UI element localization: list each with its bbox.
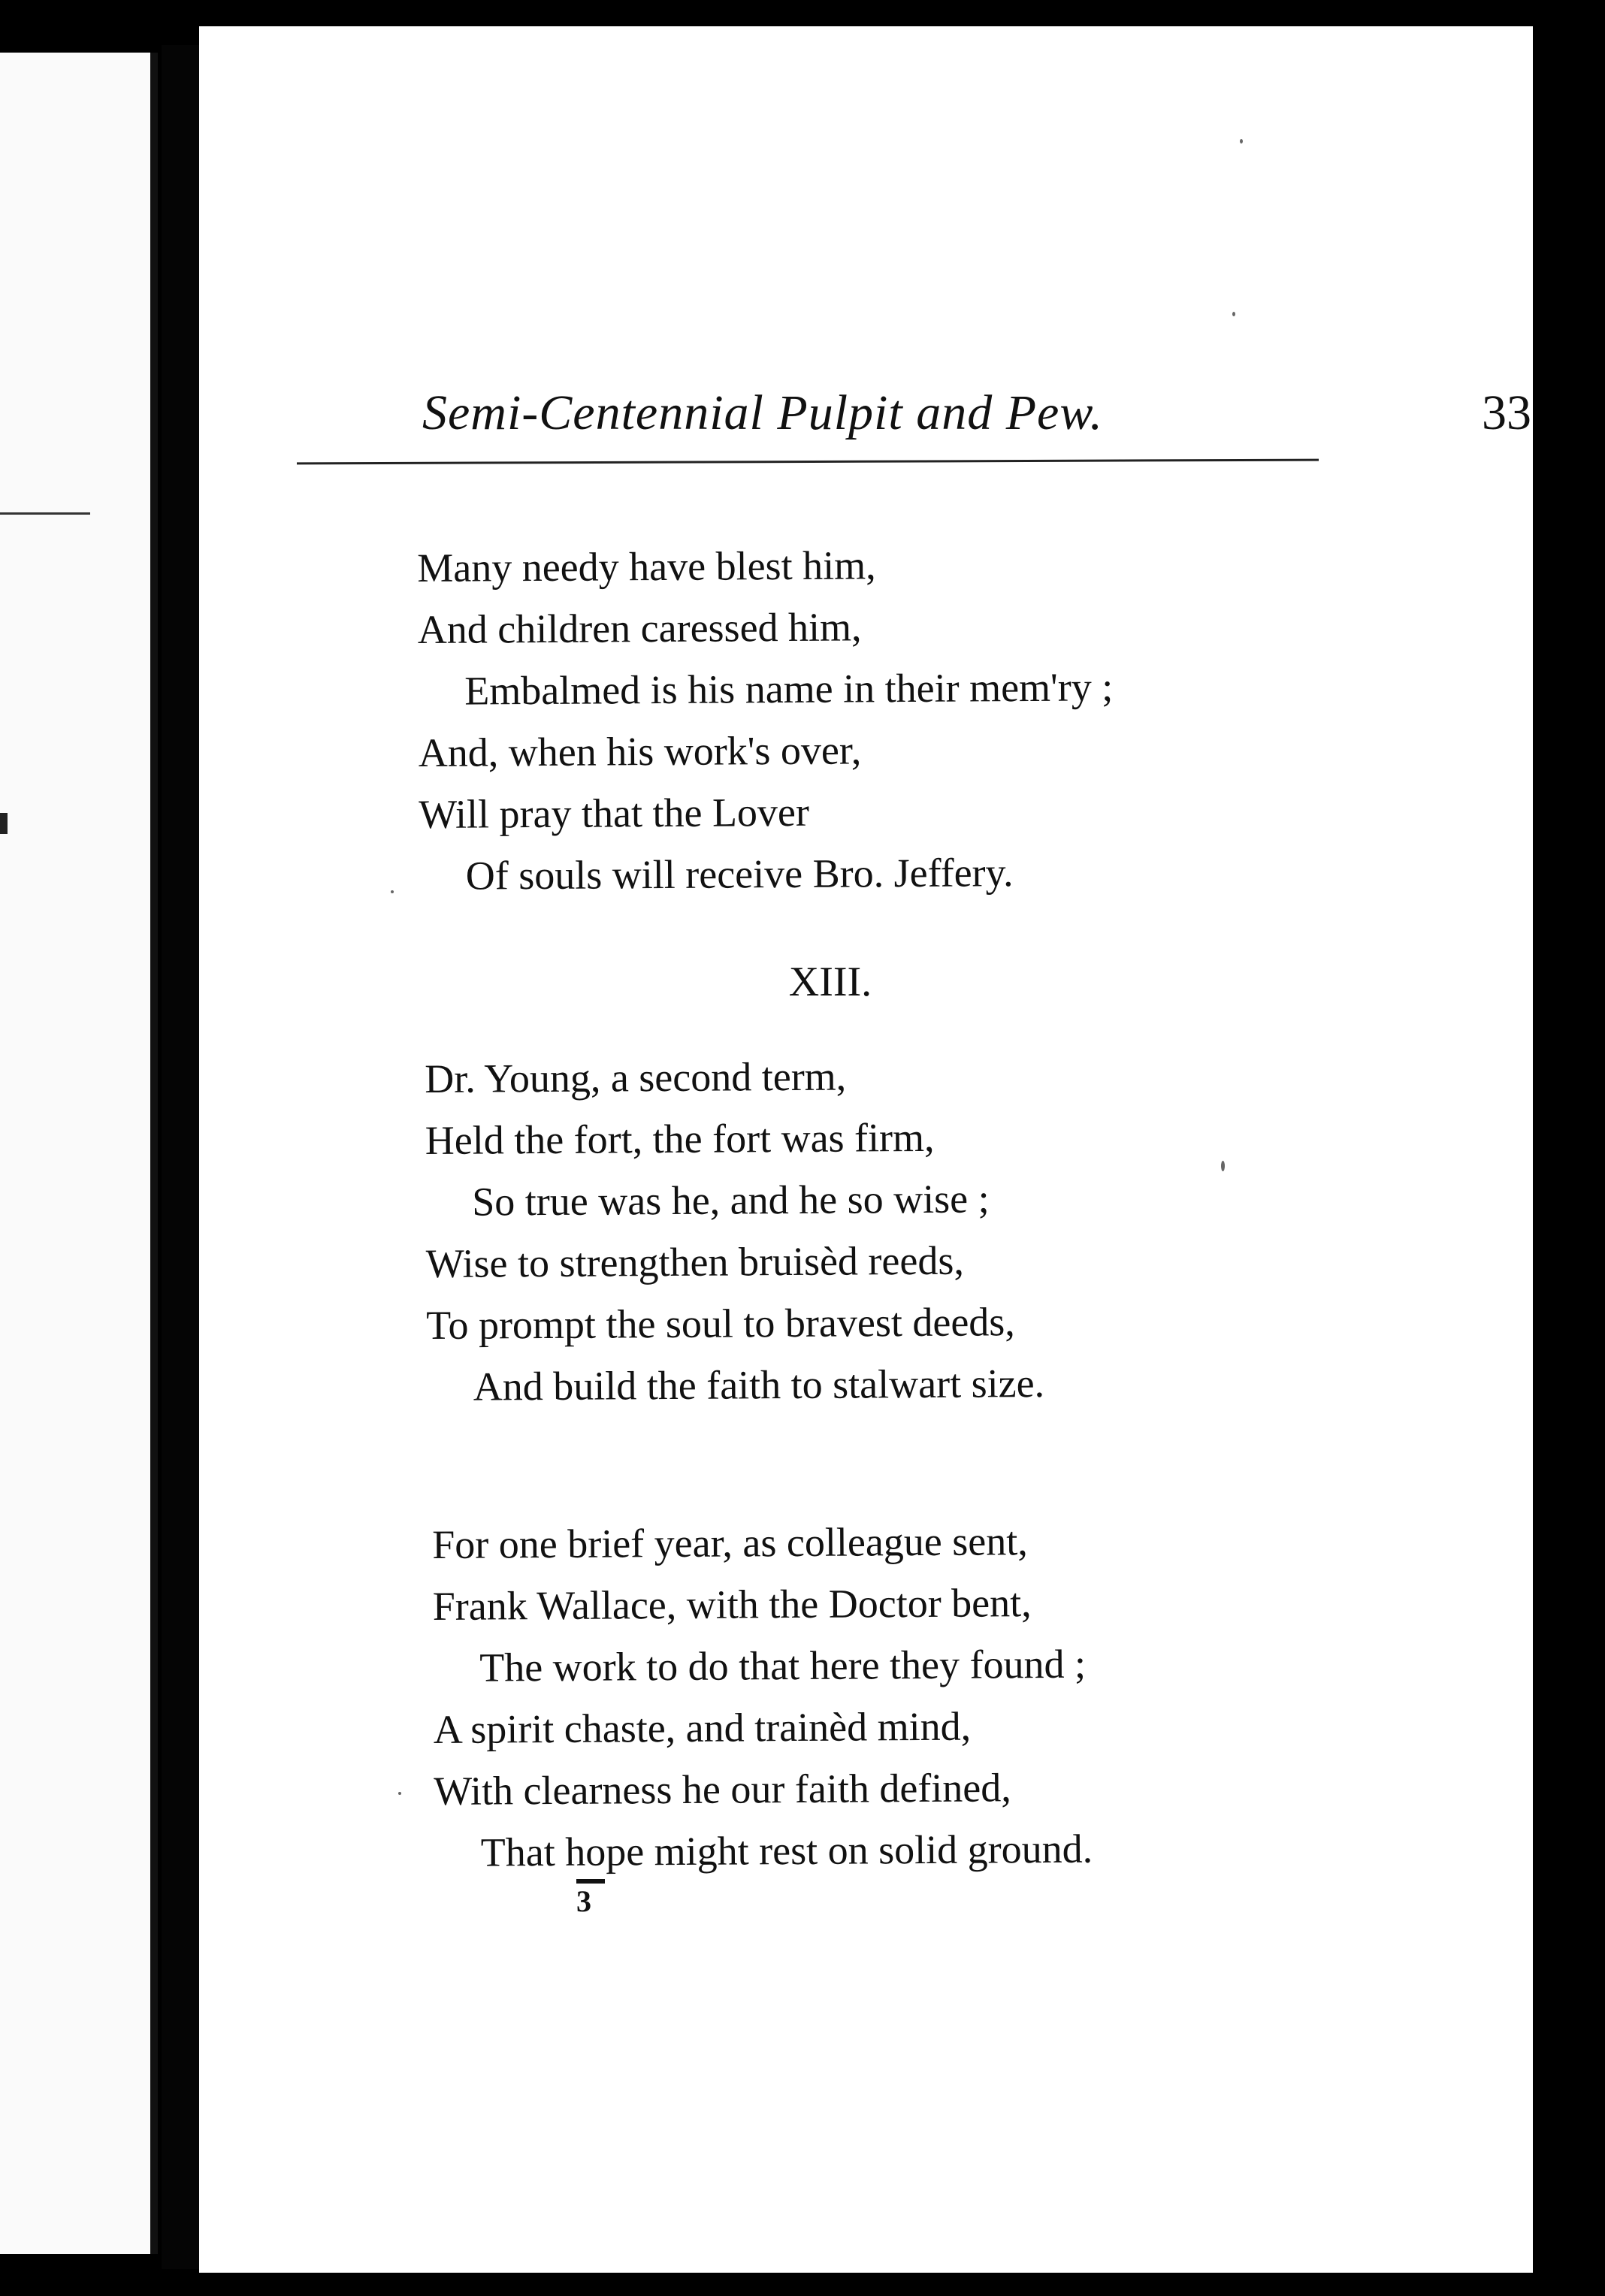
verse-line: That hope might rest on solid ground. — [480, 1826, 1093, 1875]
verse-line: With clearness he our faith defined, — [434, 1765, 1011, 1814]
paper-speck — [398, 1792, 401, 1795]
verse-line: And build the faith to stalwart size. — [473, 1360, 1045, 1409]
verse-line: To prompt the soul to bravest deeds, — [426, 1299, 1016, 1348]
paper-speck — [1232, 312, 1235, 316]
verse-line: Will pray that the Lover — [419, 789, 810, 837]
stanza-1 — [417, 533, 1114, 907]
running-title: Semi-Centennial Pulpit and Pew. — [422, 385, 1103, 440]
binding-gutter — [162, 45, 199, 2269]
verse-line: And, when his work's over, — [418, 727, 862, 775]
signature-mark: 3 — [576, 1884, 591, 1918]
paper-speck — [391, 890, 394, 893]
stanza-2 — [425, 1044, 1044, 1418]
stanza-3 — [432, 1510, 1093, 1884]
verse-line: A spirit chaste, and trainèd mind, — [433, 1703, 972, 1752]
verse-line: Embalmed is his name in their mem'ry ; — [464, 664, 1114, 714]
section-heading: XIII. — [788, 959, 872, 1005]
verse-line: The work to do that here they found ; — [479, 1641, 1087, 1690]
paper-speck — [1240, 139, 1243, 144]
verse-line: So true was he, and he so wise ; — [472, 1176, 990, 1225]
verse-line: Dr. Young, a second term, — [425, 1053, 847, 1101]
verse-line: Frank Wallace, with the Doctor bent, — [432, 1580, 1032, 1629]
book-page — [199, 26, 1533, 2273]
page-number: 33 — [1482, 385, 1531, 440]
previous-page-mark — [0, 813, 8, 834]
paper-speck — [1221, 1161, 1225, 1171]
verse-line: And children caressed him, — [417, 604, 862, 652]
previous-page-edge — [0, 53, 158, 2254]
verse-line: For one brief year, as colleague sent, — [432, 1518, 1028, 1567]
verse-line: Of souls will receive Bro. Jeffery. — [465, 850, 1014, 899]
verse-line: Many needy have blest him, — [417, 542, 876, 591]
verse-line: Wise to strengthen bruisèd reeds, — [425, 1237, 965, 1286]
verse-line: Held the fort, the fort was firm, — [425, 1114, 935, 1163]
previous-page-rule — [0, 512, 90, 515]
running-header — [422, 368, 1531, 473]
